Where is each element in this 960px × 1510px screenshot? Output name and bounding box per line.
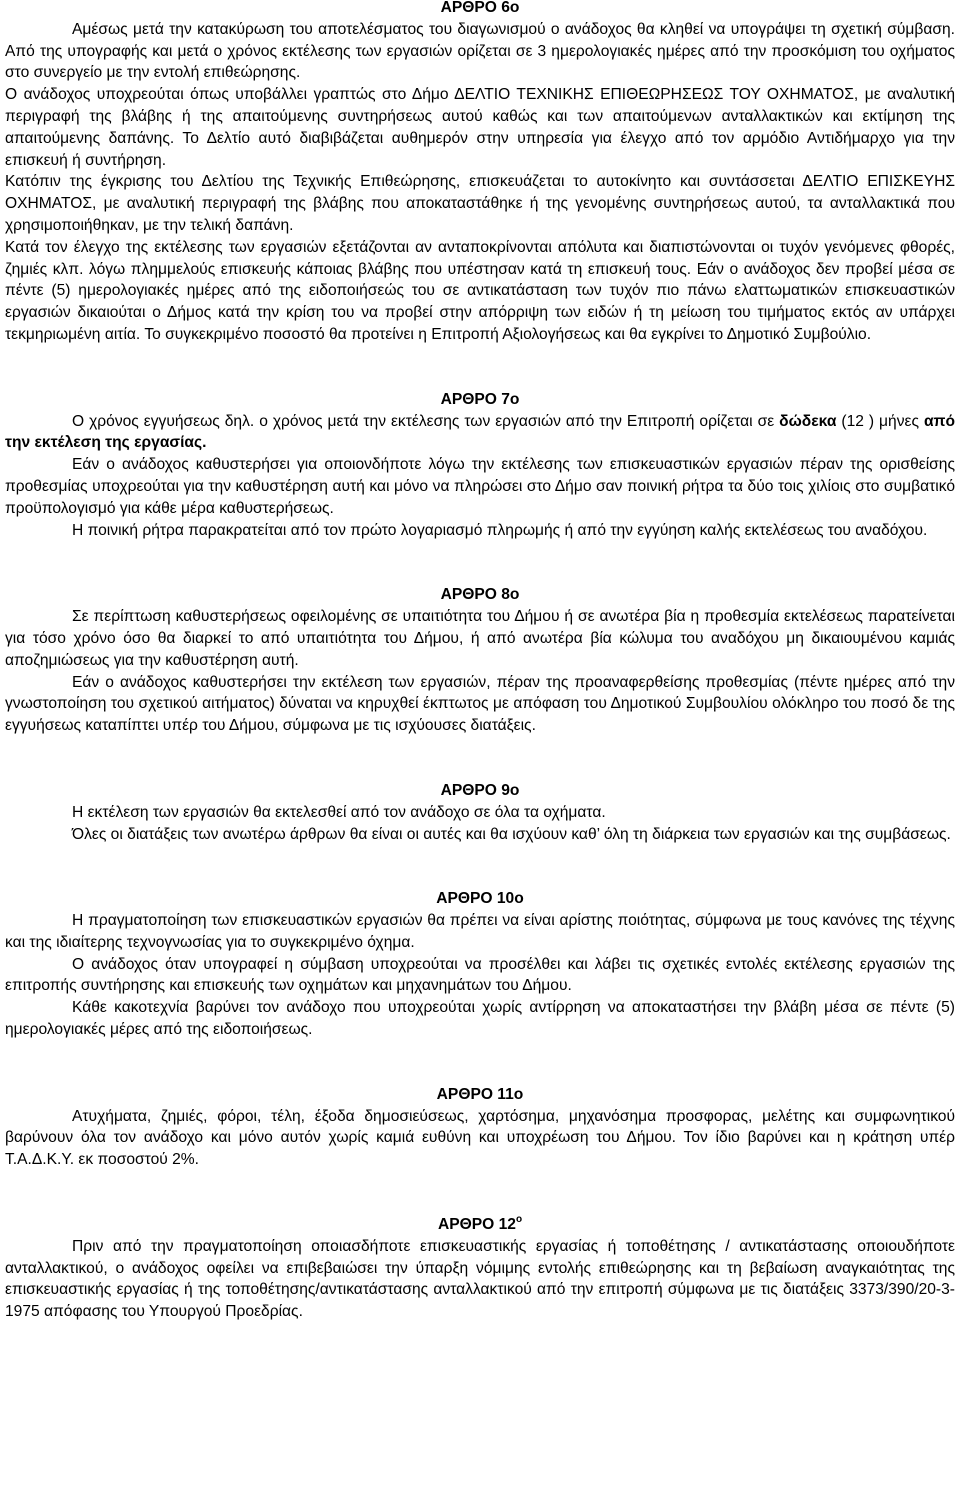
article-10-paragraph-2: Ο ανάδοχος όταν υπογραφεί η σύμβαση υποχρεούται να προσέλθει και λάβει τις σχετικές εντολές εκτέλεσης εργασιών της επιτροπής συντήρησης και επισκευής των οχημάτων και μηχανημάτων του Δήμου.: [5, 955, 955, 995]
article-9-heading: ΑΡΘΡΟ 9ο: [440, 781, 520, 799]
article-8-paragraph-1: Σε περίπτωση καθυστερήσεως οφειλομένης σε υπαιτιότητα του Δήμου ή σε ανωτέρα βία η προθεσμία εκτελέσεως παρατείνεται για τόσο χρόνο όσο θα διαρκεί το από υπαιτιότητα του Δήμου, ή από ανωτέρα βία κώλυμα του αναδόχου μη δικαιουμένου καμιάς αποζημιώσεως για την καθυστέρηση αυτή.: [5, 608, 955, 669]
section-spacer: [5, 845, 955, 888]
article-12-heading-text: ΑΡΘΡΟ 12: [437, 1216, 516, 1234]
section-spacer: [5, 541, 955, 584]
article-12-heading: [5, 1214, 955, 1236]
article-7-p1-months: (12 ) μήνες: [836, 412, 924, 430]
article-11-heading: ΑΡΘΡΟ 11ο: [436, 1085, 524, 1103]
article-9-paragraph-1: Η εκτέλεση των εργασιών θα εκτελεσθεί από τον ανάδοχο σε όλα τα οχήματα.: [72, 803, 606, 821]
article-10-heading: ΑΡΘΡΟ 10ο: [436, 890, 524, 908]
article-8-heading: ΑΡΘΡΟ 8ο: [440, 586, 520, 604]
article-6-paragraph-3: Κατόπιν της έγκρισης του Δελτίου της Τεχνικής Επιθεώρησης, επισκευάζεται το αυτοκίνητο και συντάσσεται ΔΕΛΤΙΟ ΕΠΙΣΚΕΥΗΣ ΟΧΗΜΑΤΟΣ, με αναλυτική περιγραφή της βλάβης που αποκαταστάθηκε ή της γενομένης συντηρήσεως αυτού, τα ανταλλακτικά που χρησιμοποιήθηκαν, με την τελική δαπάνη.: [5, 173, 955, 234]
article-7-p1-bold-end: από την εκτέλεση της εργασίας.: [5, 412, 955, 452]
document-page: [5, 0, 955, 1323]
section-spacer: [5, 1041, 955, 1084]
article-9-paragraph-2: Όλες οι διατάξεις των ανωτέρω άρθρων θα είναι οι αυτές και θα ισχύουν καθ’ όλη τη διάρκεια των εργασιών και της συμβάσεως.: [72, 825, 951, 843]
article-7-paragraph-3: Η ποινική ρήτρα παρακρατείται από τον πρώτο λογαριασμό πληρωμής ή από την εγγύηση καλής εκτελέσεως του αναδόχου.: [72, 521, 928, 539]
article-10-paragraph-3: Κάθε κακοτεχνία βαρύνει τον ανάδοχο που υποχρεούται χωρίς αντίρρηση να αποκαταστήσει την βλάβη μέσα σε πέντε (5) ημερολογιακές μέρες από της ειδοποιήσεως.: [5, 999, 955, 1039]
article-6-heading: ΑΡΘΡΟ 6ο: [440, 0, 520, 16]
article-6-paragraph-4: Κατά τον έλεγχο της εκτέλεσης των εργασιών εξετάζονται αν ανταποκρίνονται απόλυτα και διαπιστώνονται οι τυχόν γενόμενες φθορές, ζημιές κλπ. λόγω πλημμελούς επισκευής κάποιας βλάβης που υπέστησαν κατά τη επισκευή τους. Εάν ο ανάδοχος δεν προβεί μέσα σε πέντε (5) ημερολογιακές ημέρες από της ειδοποιήσεώς του σε αντικατάσταση των τυχόν πιο πάνω ελαττωματικών επισκευαστικών εργασιών δικαιούται ο Δήμος κατά την κρίση του να προβεί στην απόρριψη των ειδών ή τη μείωση του τιμήματος εκτός αν υπάρχει τεκμηριωμένη αιτία. Το συγκεκριμένο ποσοστό θα προτείνει η Επιτροπή Αξιολογήσεως και θα εγκρίνει το Δημοτικό Συμβούλιο.: [5, 238, 955, 343]
article-7-p1-bold-twelve: δώδεκα: [779, 412, 837, 430]
article-11-paragraph-1: Ατυχήματα, ζημιές, φόροι, τέλη, έξοδα δημοσιεύσεως, χαρτόσημα, μηχανόσημα προσφορας, μελέτης και συμφωνητικού βαρύνουν όλα τον ανάδοχο και μόνο αυτόν χωρίς καμιά ευθύνη και υποχρέωση του Δήμου. Τον ίδιο βαρύνει και η κράτηση υπέρ Τ.Α.Δ.Κ.Υ. εκ ποσοστού 2%.: [5, 1107, 955, 1169]
article-7-paragraph-1: [5, 411, 955, 455]
article-7-paragraph-2: Εάν ο ανάδοχος καθυστερήσει για οποιονδήποτε λόγω την εκτέλεσης των επισκευαστικών εργασιών πέραν της ορισθείσης προθεσμίας υποχρεούται για την καθυστέρηση αυτή και μόνο να πληρώσει στο Δήμο σαν ποινική ρήτρα τα δύο τοις χιλίοις στο συμβατικό προϋπολογισμό για κάθε μέρα καθυστερήσεως.: [5, 456, 955, 517]
article-6-paragraph-2: Ο ανάδοχος υποχρεούται όπως υποβάλλει γραπτώς στο Δήμο ΔΕΛΤΙΟ ΤΕΧΝΙΚΗΣ ΕΠΙΘΕΩΡΗΣΕΩΣ ΤΟΥ ΟΧΗΜΑΤΟΣ, με αναλυτική περιγραφή της βλάβης ή της απαιτούμενης συντηρήσεως αυτού καθώς και των απαιτούμενων ανταλλακτικών και εκτίμηση της απαιτούμενης δαπάνης. Το Δελτίο αυτό διαβιβάζεται αυθημερόν στην υπηρεσία για έλεγχο από τον αρμόδιο Αντιδήμαρχο για την επισκευή ή συντήρηση.: [5, 86, 955, 169]
article-12-heading-ordinal: ο: [515, 1213, 523, 1225]
article-12-paragraph-1: Πριν από την πραγματοποίηση οποιασδήποτε επισκευαστικής εργασίας ή τοποθέτησης / αντικατάστασης οποιουδήποτε ανταλλακτικού, ο ανάδοχος οφείλει να επιβεβαιώσει την ύπαρξη νόμιμης εντολής επιθεώρησης και τη βεβαίωση αναγκαιότητας της επισκευαστικής εργασίας ή της τοποθέτησης/αντικατάστασης ανταλλακτικού από την επιτροπή σύμφωνα με τις διατάξεις 3373/390/20-3-1975 απόφασης του Υπουργού Προεδρίας.: [5, 1237, 955, 1321]
article-6-paragraph-1: Αμέσως μετά την κατακύρωση του αποτελέσματος του διαγωνισμού ο ανάδοχος θα κληθεί να υπογράψει τη σχετική σύμβαση. Από της υπογραφής και μετά ο χρόνος εκτέλεσης των εργασιών ορίζεται σε 3 ημερολογιακές ημέρες από την προσκόμιση του οχήματος στο συνεργείο με την εντολή επιθεώρησης.: [5, 20, 955, 82]
article-7-heading: ΑΡΘΡΟ 7ο: [440, 390, 520, 408]
article-8-paragraph-2: Εάν ο ανάδοχος καθυστερήσει την εκτέλεση των εργασιών, πέραν της προαναφερθείσης προθεσμίας (πέντε ημέρες από την γνωστοποίηση του σχετικού αιτήματος) δύναται να κηρυχθεί έκπτωτος με απόφαση του Δημοτικού Συμβουλίου ολόκληρο του ποσό δε της εγγυήσεως καταπίπτει υπέρ του Δήμου, σύμφωνα με τις ισχύουσες διατάξεις.: [5, 673, 955, 735]
section-spacer: [5, 737, 955, 780]
article-7-p1-text: Ο χρόνος εγγυήσεως δηλ. ο χρόνος μετά την εκτέλεσης των εργασιών από την Επιτροπή ορίζεται σε: [72, 412, 780, 430]
section-spacer: [5, 1171, 955, 1214]
section-spacer: [5, 346, 955, 389]
article-10-paragraph-1: Η πραγματοποίηση των επισκευαστικών εργασιών θα πρέπει να είναι αρίστης ποιότητας, σύμφωνα με τους κανόνες της τέχνης και της ιδιαίτερης τεχνογνωσίας για το συγκεκριμένο όχημα.: [5, 912, 955, 951]
